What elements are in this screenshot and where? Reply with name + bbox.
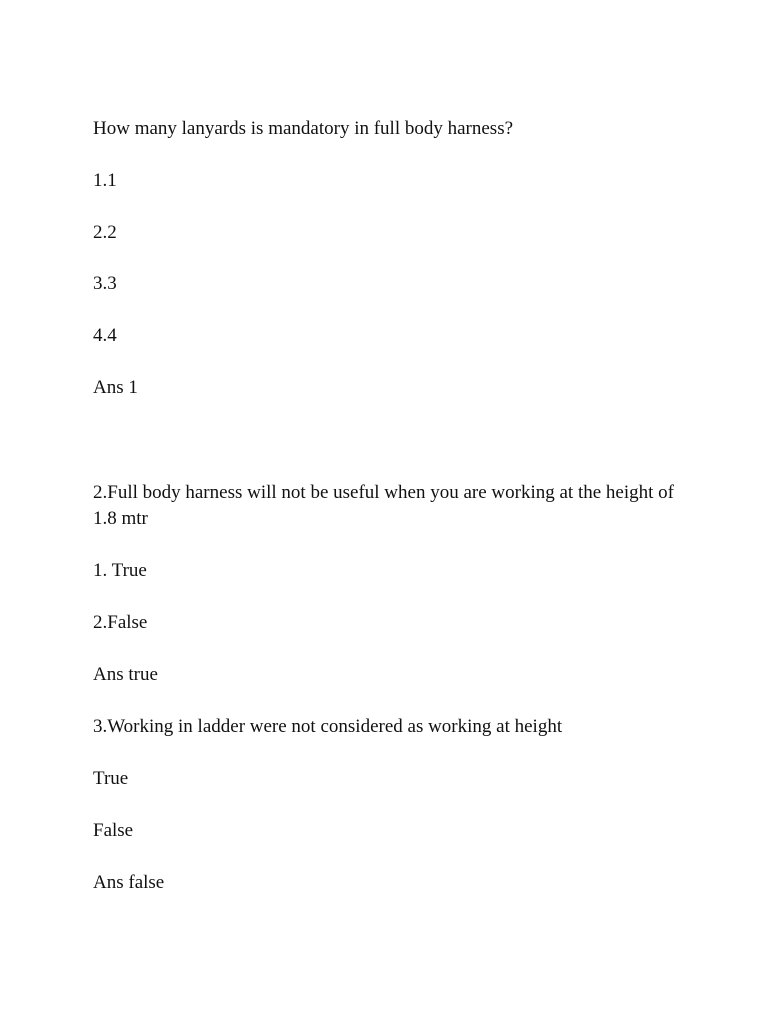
question-1-option-1: 1.1 — [93, 170, 117, 191]
question-2-text: 2.Full body harness will not be useful when you are working at the height of 1.8 mtr — [93, 482, 674, 529]
question-1-option-3: 3.3 — [93, 273, 117, 294]
question-1-option-4: 4.4 — [93, 325, 117, 346]
question-2-option-1: 1. True — [93, 560, 147, 581]
question-2-answer: Ans true — [93, 664, 158, 685]
question-3-answer: Ans false — [93, 872, 165, 893]
question-1-option-2: 2.2 — [93, 222, 117, 243]
question-3-text: 3.Working in ladder were not considered as working at height — [93, 716, 563, 737]
question-3-option-1: True — [93, 768, 129, 789]
question-2-option-2: 2.False — [93, 612, 148, 633]
question-1-text: How many lanyards is mandatory in full body harness? — [93, 118, 514, 139]
question-1-answer: Ans 1 — [93, 377, 138, 398]
question-3-option-2: False — [93, 820, 134, 841]
